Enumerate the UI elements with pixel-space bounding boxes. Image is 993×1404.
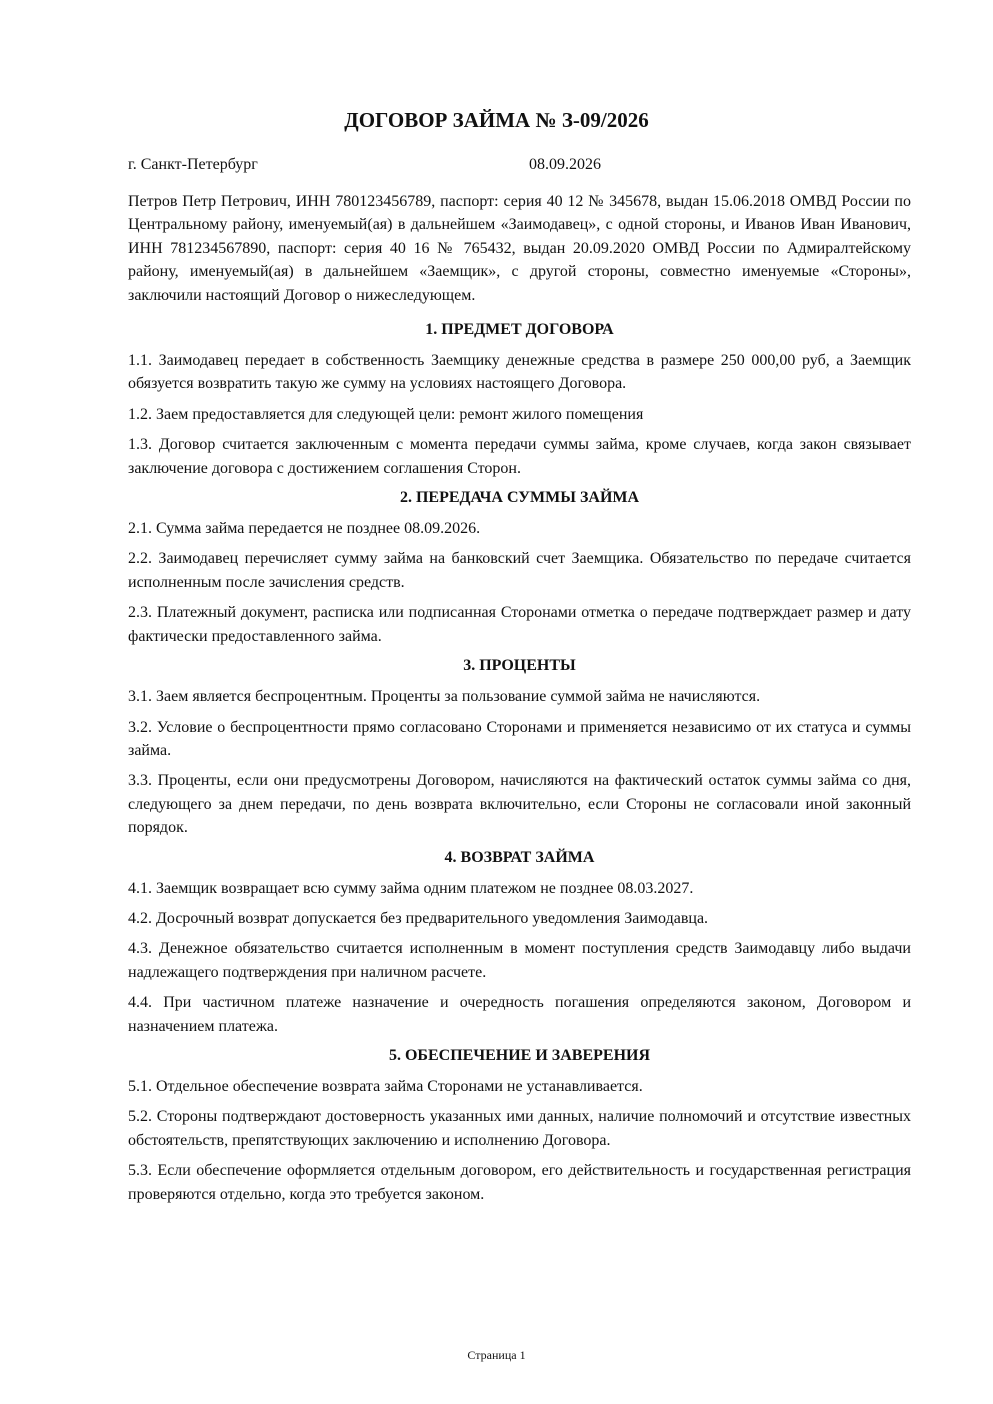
section-heading: 3. ПРОЦЕНТЫ bbox=[463, 657, 576, 675]
clause: 2.1. Сумма займа передается не позднее 08.09.2026. bbox=[128, 520, 481, 538]
clause: 4.4. При частичном платеже назначение и очередность погашения определяются законом, Договором и назначением платежа. bbox=[128, 994, 911, 1035]
section-heading: 4. ВОЗВРАТ ЗАЙМА bbox=[444, 848, 595, 866]
clause: 2.3. Платежный документ, расписка или подписанная Сторонами отметка о передаче подтверждает размер и дату фактически предоставленного займа. bbox=[128, 604, 911, 645]
clause: 2.2. Заимодавец перечисляет сумму займа на банковский счет Заемщика. Обязательство по передаче считается исполненным после зачисления средств. bbox=[128, 550, 911, 591]
contract-date: 08.09.2026 bbox=[529, 156, 601, 173]
clause: 3.2. Условие о беспроцентности прямо согласовано Сторонами и применяется независимо от их статуса и суммы займа. bbox=[128, 718, 911, 759]
page-number: Страница 1 bbox=[467, 1348, 526, 1362]
section-subject bbox=[128, 319, 911, 480]
section-repayment bbox=[128, 847, 911, 1038]
document-title: ДОГОВОР ЗАЙМА № З-09/2026 bbox=[344, 108, 649, 132]
section-heading: 5. ОБЕСПЕЧЕНИЕ И ЗАВЕРЕНИЯ bbox=[388, 1046, 651, 1064]
place-date-row bbox=[128, 153, 911, 177]
clause: 3.3. Проценты, если они предусмотрены Договором, начисляются на фактический остаток суммы займа со дня, следующего за днем передачи, по день возврата включительно, если Стороны не согласовали иной законный порядок. bbox=[128, 772, 911, 837]
section-security bbox=[128, 1045, 911, 1206]
city: г. Санкт-Петербург bbox=[128, 156, 258, 173]
document-body bbox=[128, 190, 911, 1213]
section-heading: 1. ПРЕДМЕТ ДОГОВОРА bbox=[425, 321, 614, 339]
clause: 1.2. Заем предоставляется для следующей цели: ремонт жилого помещения bbox=[128, 405, 644, 423]
section-transfer bbox=[128, 487, 911, 648]
section-interest bbox=[128, 655, 911, 839]
clause: 5.2. Стороны подтверждают достоверность указанных ими данных, наличие полномочий и отсутствие известных обстоятельств, препятствующих заключению и исполнению Договора. bbox=[128, 1108, 911, 1149]
clause: 1.1. Заимодавец передает в собственность Заемщику денежные средства в размере 250 000,00 руб, а Заемщик обязуется возвратить такую же сумму на условиях настоящего Договора. bbox=[128, 352, 911, 393]
clause: 4.3. Денежное обязательство считается исполненным в момент поступления средств Заимодавцу либо выдачи надлежащего подтверждения при наличном расчете. bbox=[128, 940, 911, 981]
clause: 4.2. Досрочный возврат допускается без предварительного уведомления Заимодавца. bbox=[128, 909, 709, 927]
clause: 5.3. Если обеспечение оформляется отдельным договором, его действительность и государственная регистрация проверяются отдельно, когда это требуется законом. bbox=[128, 1162, 911, 1203]
clause: 5.1. Отдельное обеспечение возврата займа Сторонами не устанавливается. bbox=[128, 1077, 643, 1095]
clause: 4.1. Заемщик возвращает всю сумму займа одним платежом не позднее 08.03.2027. bbox=[128, 879, 694, 897]
clause: 3.1. Заем является беспроцентным. Проценты за пользование суммой займа не начисляются. bbox=[128, 688, 761, 706]
section-heading: 2. ПЕРЕДАЧА СУММЫ ЗАЙМА bbox=[399, 489, 640, 507]
preamble: Петров Петр Петрович, ИНН 780123456789, паспорт: серия 40 12 № 345678, выдан 15.06.2018 ОМВД России по Центральному району, именуемый(ая) в дальнейшем «Заимодавец», с одной стороны, и Иванов Иван Иванович, ИНН 781234567890, паспорт: серия 40 16 № 765432, выдан 20.09.2020 ОМВД России по Адмиралтейскому району, именуемый(ая) в дальнейшем «Заемщик», с другой стороны, совместно именуемые «Стороны», заключили настоящий Договор о нижеследующем. bbox=[128, 193, 911, 304]
clause: 1.3. Договор считается заключенным с момента передачи суммы займа, кроме случаев, когда закон связывает заключение договора с достижением соглашения Сторон. bbox=[128, 436, 911, 477]
